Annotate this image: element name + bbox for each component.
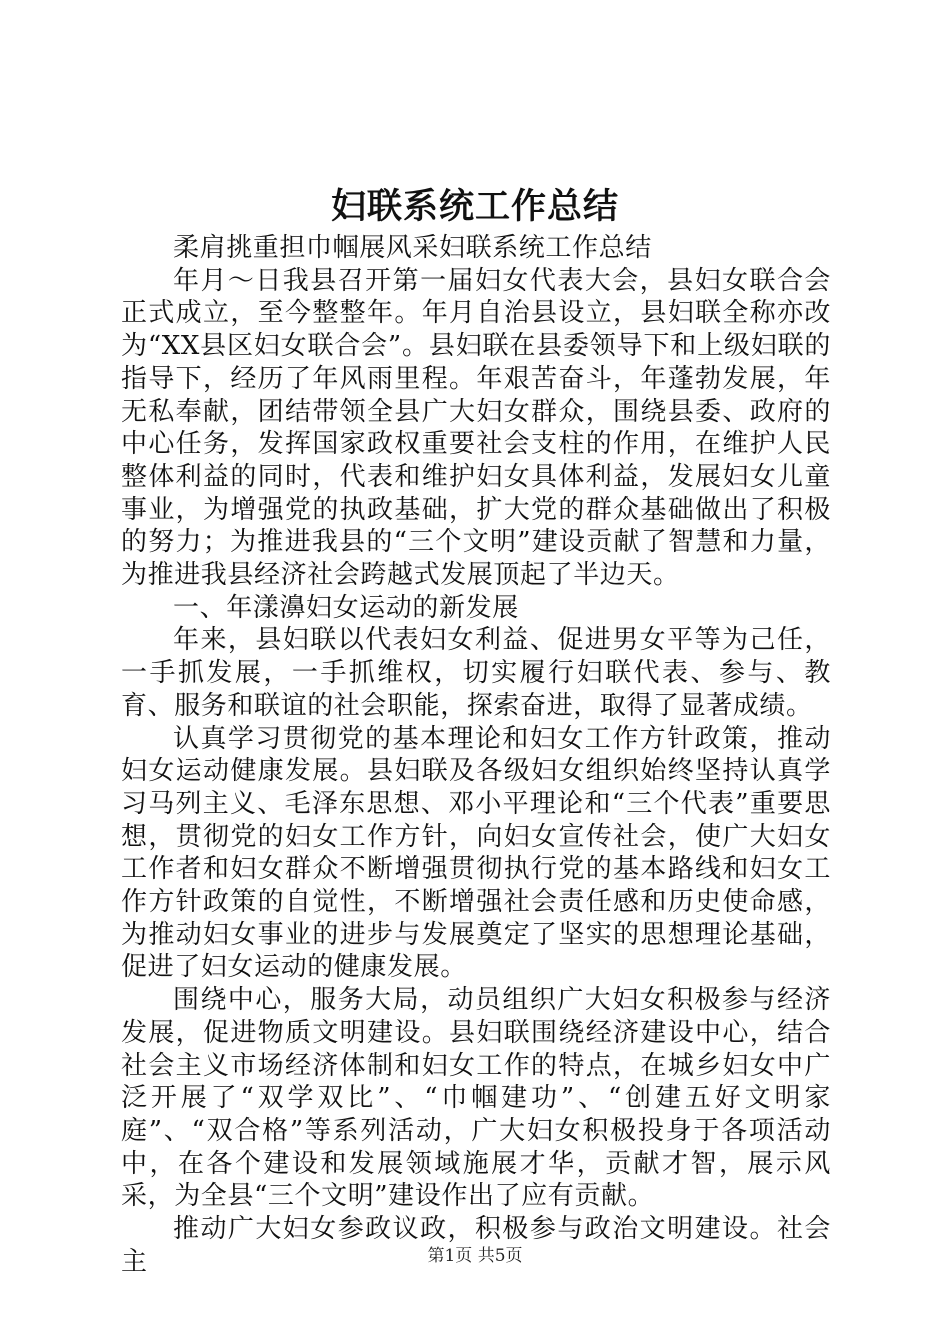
document-body (121, 232, 831, 1279)
document-title: 妇联系统工作总结 (330, 186, 619, 227)
paragraph: 认真学习贯彻党的基本理论和妇女工作方针政策，推动妇女运动健康发展。县妇联及各级妇女组织始终坚持认真学习马列主义、毛泽东思想、邓小平理论和“三个代表”重要思想，贯彻党的妇女工作方针，向妇女宣传社会，使广大妇女工作者和妇女群众不断增强贯彻执行党的基本路线和妇女工作方针政策的自觉性，不断增强社会责任感和历史使命感，为推动妇女事业的进步与发展奠定了坚实的思想理论基础，促进了妇女运动的健康发展。 (121, 723, 831, 983)
paragraph: 年来，县妇联以代表妇女利益、促进男女平等为己任，一手抓发展，一手抓维权，切实履行妇联代表、参与、教育、服务和联谊的社会职能，探索奋进，取得了显著成绩。 (121, 625, 831, 721)
page-number-footer: 第1页 共5页 (427, 1246, 523, 1266)
paragraph: 推动广大妇女参政议政，积极参与政治文明建设。社会主 (121, 1214, 831, 1277)
section-heading: 一、年漾濞妇女运动的新发展 (173, 592, 519, 623)
paragraph: 围绕中心，服务大局，动员组织广大妇女积极参与经济发展，促进物质文明建设。县妇联围绕经济建设中心，结合社会主义市场经济体制和妇女工作的特点，在城乡妇女中广泛开展了“双学双比”、“巾帼建功”、“创建五好文明家庭”、“双合格”等系列活动，广大妇女积极投身于各项活动中，在各个建设和发展领域施展才华，贡献才智，展示风采，为全县“三个文明”建设作出了应有贡献。 (121, 985, 831, 1212)
paragraph-subtitle: 柔肩挑重担巾帼展风采妇联系统工作总结 (173, 233, 652, 263)
paragraph-intro: 年月～日我县召开第一届妇女代表大会，县妇女联合会正式成立，至今整整年。年月自治县设立，县妇联全称亦改为“XX县区妇女联合会”。县妇联在县委领导下和上级妇联的指导下，经历了年风雨里程。年艰苦奋斗，年蓬勃发展，年无私奉献，团结带领全县广大妇女群众，围绕县委、政府的中心任务，发挥国家政权重要社会支柱的作用，在维护人民整体利益的同时，代表和维护妇女具体利益，发展妇女儿童事业，为增强党的执政基础，扩大党的群众基础做出了积极的努力；为推进我县的“三个文明”建设贡献了智慧和力量，为推进我县经济社会跨越式发展顶起了半边天。 (121, 265, 831, 591)
